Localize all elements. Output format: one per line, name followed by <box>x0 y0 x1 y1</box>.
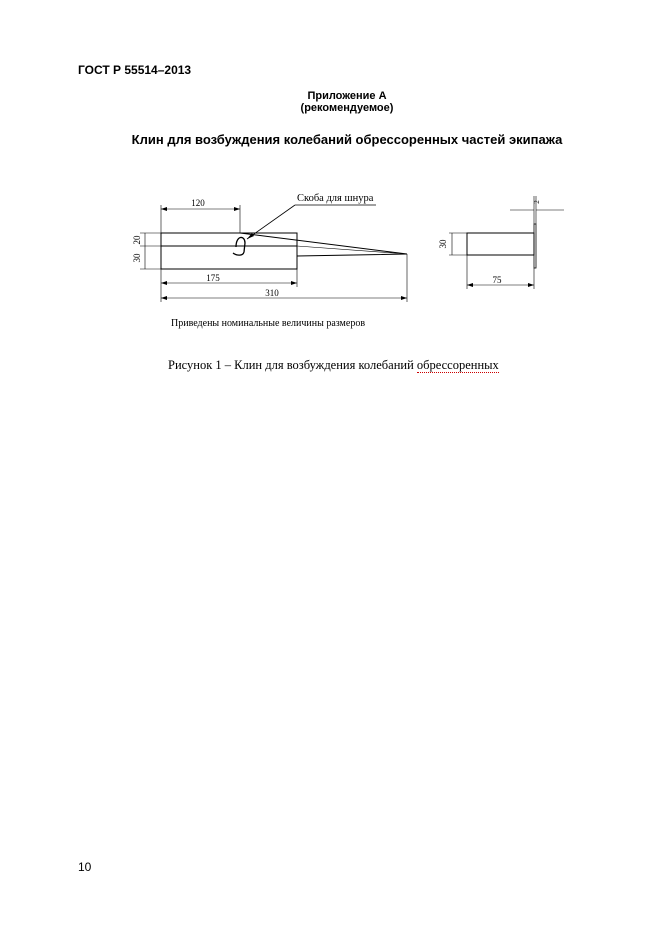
appendix-title: Приложение А <box>307 90 387 102</box>
wedge-body <box>161 233 297 269</box>
dim-label-310: 310 <box>265 288 279 298</box>
dim-label-side-30: 30 <box>438 239 448 249</box>
caption-text: Рисунок 1 – Клин для возбуждения колебаний <box>168 358 417 372</box>
callout-leader <box>247 205 295 239</box>
page-number: 10 <box>78 860 92 874</box>
wedge-taper <box>240 233 407 256</box>
dim-label-2: 2 <box>533 200 541 204</box>
figure-caption <box>168 358 499 373</box>
callout-label: Скоба для шнура <box>297 193 374 204</box>
wedge-side-view <box>467 233 534 255</box>
dim-label-75: 75 <box>492 275 502 285</box>
caption-last-word: обрессоренных <box>416 358 499 372</box>
main-title: Клин для возбуждения колебаний обрессоренных частей экипажа <box>131 132 563 147</box>
dim-label-30: 30 <box>132 253 142 263</box>
dim-label-175: 175 <box>206 273 220 283</box>
appendix-subtitle: (рекомендуемое) <box>300 102 394 114</box>
dim-label-20: 20 <box>132 235 142 245</box>
dim-label-120: 120 <box>191 198 205 208</box>
wedge-drawing <box>0 0 661 340</box>
figure-note: Приведены номинальные величины размеров <box>171 318 366 329</box>
document-code: ГОСТ Р 55514–2013 <box>78 63 192 77</box>
